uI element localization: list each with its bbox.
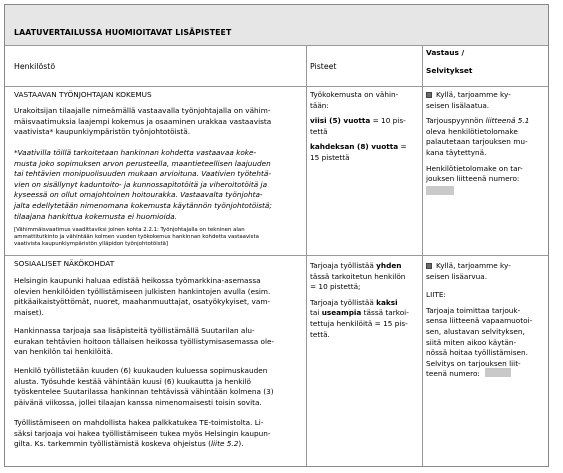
header-vastaus: Vastaus / — [426, 48, 465, 57]
section1-attachment-number-field[interactable] — [426, 186, 454, 195]
section1-minimum-note: [Vähimmäisvaatimus vaadittaviksi jolnen kohta 2.2.1: Työnjohtajalla on tekninen alan ammattitutkinto ja vähintään kolmen vuoden työkokemus hankinnan kohdetta vastaavista vaativista kaupunkiympäristön ylläpidon työnjohtotöistä] — [14, 227, 259, 248]
section2-heading: SOSIAALISET NÄKÖKOHDAT — [14, 259, 115, 268]
section2-paragraph-3: Henkilö työllistetään kuuden (6) kuukauden kuluessa sopimuskauden alusta. Työsuhde kestää vähintään kuusi (6) kuukautta ja henkilö työskentelee Suutarilassa hankinnan tehtävissä vähintään kolmena (3) päivänä viikossa, jollei tilaajan kanssa nimenomaisesti toisin sovita. — [14, 366, 274, 407]
title-row-shade — [5, 5, 548, 45]
section2-paragraph-1: Helsingin kaupunki haluaa edistää heikossa työmarkkina-asemassa olevien henkilöiden työllistämiseen julkisten hankintojen avulla (esim. pitkäaikaistyöttömät, nuoret, maahanmuuttajat, osatyökykyiset, vam- maiset). — [14, 276, 271, 317]
header-henkilosto: Henkilöstö — [14, 62, 56, 71]
section1-heading: VASTAAVAN TYÖNJOHTAJAN KOKEMUS — [14, 90, 152, 99]
header-selvitykset: Selvitykset — [426, 66, 473, 75]
section2-attachment-number-field[interactable] — [485, 368, 511, 377]
table-title: LAATUVERTAILUSSA HUOMIOITAVAT LISÄPISTEET — [14, 28, 232, 37]
section2-paragraph-2: Hankinnassa tarjoaja saa lisäpisteitä työllistämällä Suutarilan alu- eurakan tehtävien hoitoon tällaisen heikossa työllistymisasemassa ole- van henkilön tai henkilöitä. — [14, 326, 275, 357]
checkbox-icon[interactable] — [426, 92, 432, 98]
section2-answer: Kyllä, tarjoamme ky- seisen lisäarvua. LIITE: Tarjoaja toimittaa tarjouk- sensa liitteenä vapaamuotoi- sen, alustavan selvityksen, siitä miten aikoo käytän- nössä hoitaa työllistämisen. Selvitys on tarjouksen liit- teenä numero: — [426, 261, 533, 379]
section2-points: Tarjoaja työllistää yhden tässä tarkoitetun henkilön = 10 pistettä; Tarjoaja työllistää kaksi tai useampia tässä tarkoi- tettuja henkilöitä = 15 pis- tettä. — [310, 261, 409, 339]
section1-answer: Kyllä, tarjoamme ky- seisen lisälaatua. Tarjouspyynnön liitteenä 5.1 oleva henkilötietolomake palautetaan tarjouksen mu- kana täytettynä. Henkilötietolomake on tar- jouksen liitteenä numero: — [426, 90, 530, 184]
checkbox-icon[interactable] — [426, 263, 432, 269]
criteria-table — [4, 4, 549, 467]
section2-paragraph-4: Työllistämiseen on mahdollista hakea palkkatukea TE-toimistolta. Li- säksi tarjoaja voi hakea työllistämiseen tukea myös Helsingin kaupun- gilta. Ks. tarkemmin työllistämistä koskeva ohjeistus (liite 5.2). — [14, 418, 271, 449]
section1-paragraph: Urakoitsijan tilaajalle nimeämällä vastaavalla työnjohtajalla on vähim- mäisvaatimuksia laajempi kokemus ja osaaminen urakkaa vastaavista vaativista* kaupunkiympäristön työnjohtotöistä. — [14, 106, 272, 137]
header-pisteet: Pisteet — [310, 62, 337, 71]
section1-definition: *Vaativilla töillä tarkoitetaan hankinnan kohdetta vastaavaa koke- musta joko sopimuksen arvon perusteella, maantieteellisen laajuuden tai tehtävien monipuolisuuden mukaan arvioituna. Vaativien työtehtä- vien on sisällynyt kaduntoito- ja kunnossapitotöitä ja viheroitotöitä ja kyseessä on ollut omajohtoinen hoitourakka. Vastaavalta työnjohta- jalta edellytetään nimenomana kokemusta käytännön työnjohtotöistä; tilaajana hankittua kokemusta ei huomioida. — [14, 148, 272, 221]
section1-points: Työkokemusta on vähin- tään: viisi (5) vuotta = 10 pis- tettä kahdeksan (8) vuotta = 15 pistettä — [310, 90, 407, 162]
